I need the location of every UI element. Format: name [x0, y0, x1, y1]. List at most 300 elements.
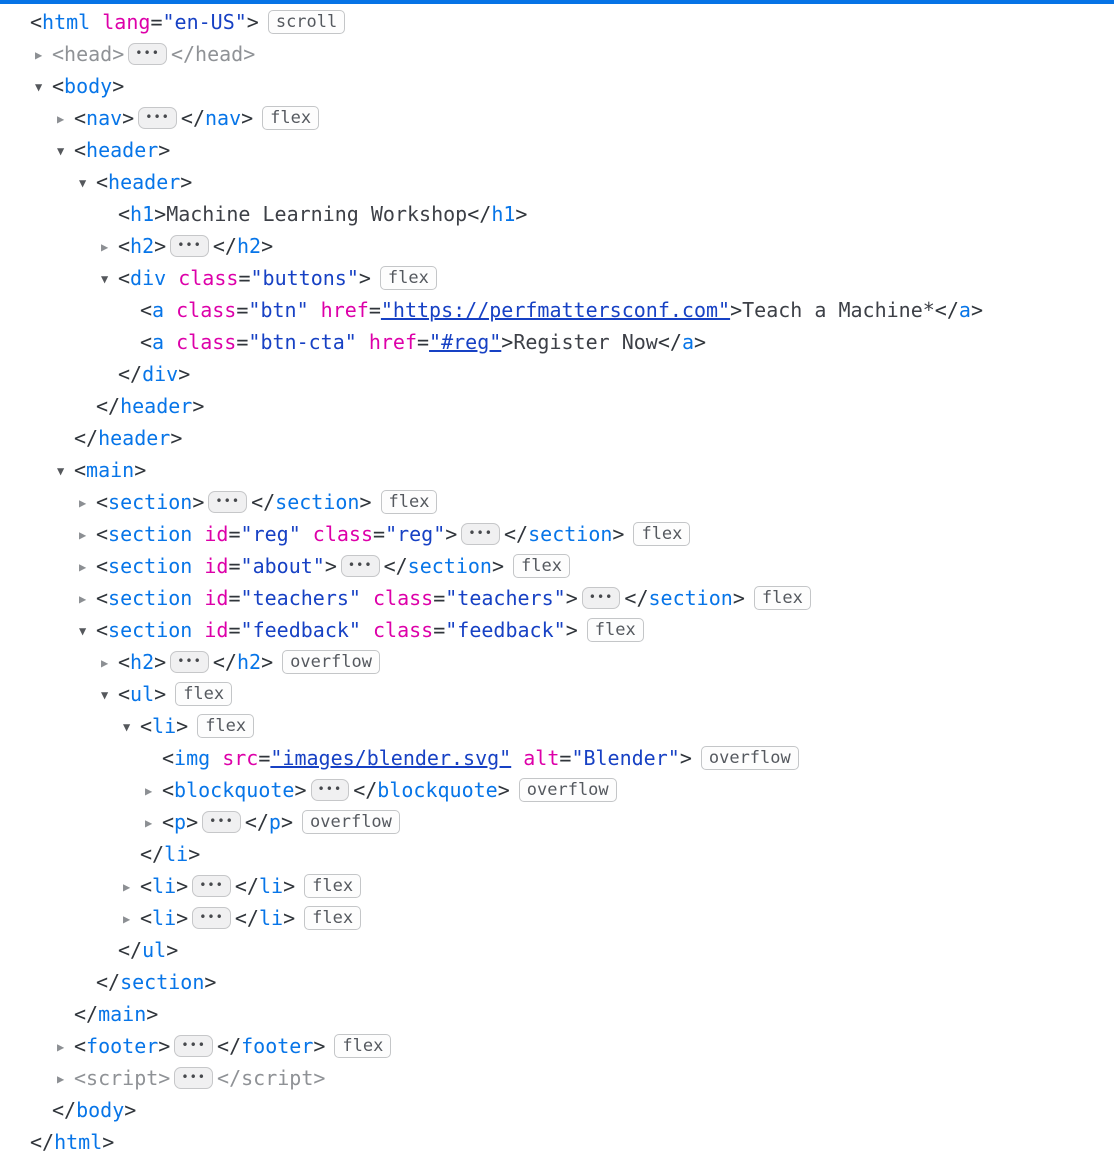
angle-bracket: </ — [383, 554, 408, 578]
open-tag-token — [96, 618, 578, 642]
dom-tree-row[interactable] — [0, 134, 1114, 166]
text-node: Teach a Machine* — [742, 298, 935, 322]
angle-bracket: > — [515, 202, 528, 226]
close-tag-token — [245, 810, 293, 834]
tag-name: img — [174, 746, 211, 770]
overflow-badge[interactable]: overflow — [302, 810, 400, 834]
collapsed-content-ellipsis-button[interactable]: ••• — [192, 907, 231, 929]
tag-name: a — [152, 330, 165, 354]
angle-bracket: > — [178, 362, 191, 386]
dom-tree-row[interactable] — [0, 1030, 1114, 1062]
dom-tree-row[interactable] — [0, 262, 1114, 294]
attribute-name: class — [178, 266, 239, 290]
flex-badge[interactable]: flex — [175, 682, 232, 706]
angle-bracket: < — [140, 714, 153, 738]
dom-tree-row[interactable] — [0, 294, 1114, 326]
dom-tree-row[interactable] — [0, 646, 1114, 678]
tag-name: li — [152, 714, 177, 738]
collapsed-content-ellipsis-button[interactable]: ••• — [174, 1067, 213, 1089]
angle-bracket: < — [118, 682, 131, 706]
arrow-spacer — [101, 213, 118, 215]
angle-bracket: > — [154, 682, 167, 706]
dom-tree-row[interactable] — [0, 774, 1114, 806]
angle-bracket: </ — [30, 1130, 55, 1154]
overflow-badge[interactable]: overflow — [701, 746, 799, 770]
expand-arrow-icon[interactable]: ▶ — [145, 784, 153, 798]
dom-tree-row[interactable] — [0, 1062, 1114, 1094]
tag-name: head — [64, 42, 113, 66]
angle-bracket: </ — [467, 202, 492, 226]
tag-name: section — [108, 522, 193, 546]
expand-arrow-icon[interactable]: ▶ — [123, 880, 131, 894]
angle-bracket: > — [180, 170, 193, 194]
collapsed-content-ellipsis-button[interactable]: ••• — [170, 651, 209, 673]
angle-bracket: </ — [217, 1066, 242, 1090]
open-tag-token — [140, 298, 742, 322]
expand-arrow-icon[interactable]: ▶ — [35, 48, 43, 62]
collapse-arrow-icon[interactable]: ▼ — [57, 144, 65, 158]
angle-bracket: < — [118, 234, 131, 258]
attribute-name: href — [320, 298, 369, 322]
attr-space — [166, 266, 178, 290]
collapse-arrow-icon[interactable]: ▼ — [101, 272, 109, 286]
angle-bracket: </ — [251, 490, 276, 514]
attr-space — [301, 522, 313, 546]
angle-bracket: < — [74, 458, 87, 482]
close-tag-token — [74, 426, 182, 450]
angle-bracket: > — [112, 42, 125, 66]
tag-name: header — [98, 426, 171, 450]
attr-space — [309, 298, 321, 322]
angle-bracket: > — [565, 586, 578, 610]
close-tag-token — [467, 202, 527, 226]
equals-sign: = — [433, 618, 446, 642]
attribute-name: lang — [102, 10, 151, 34]
arrow-spacer — [123, 341, 140, 343]
angle-bracket: > — [246, 10, 259, 34]
attr-space — [361, 618, 373, 642]
angle-bracket: > — [158, 1066, 171, 1090]
collapsed-content-ellipsis-button[interactable]: ••• — [174, 1035, 213, 1057]
arrow-spacer — [35, 1109, 52, 1111]
angle-bracket: > — [730, 298, 743, 322]
tag-name: header — [86, 138, 159, 162]
angle-bracket: </ — [180, 106, 205, 130]
tag-name: section — [108, 490, 193, 514]
tag-name: li — [258, 874, 284, 898]
dom-tree-row[interactable] — [0, 166, 1114, 198]
angle-bracket: < — [162, 810, 175, 834]
equals-sign: = — [373, 522, 386, 546]
tag-name: main — [98, 1002, 147, 1026]
expand-arrow-icon[interactable]: ▶ — [145, 816, 153, 830]
dom-tree-row[interactable] — [0, 870, 1114, 902]
dom-tree-row[interactable] — [0, 38, 1114, 70]
arrow-spacer — [13, 1141, 30, 1143]
tag-name: head — [195, 42, 244, 66]
attr-space — [192, 586, 204, 610]
angle-bracket: </ — [657, 330, 682, 354]
angle-bracket: </ — [504, 522, 529, 546]
dom-tree-row[interactable] — [0, 358, 1114, 390]
tag-name: h1 — [130, 202, 155, 226]
tag-name: p — [174, 810, 187, 834]
tag-name: body — [64, 74, 113, 98]
tag-name: script — [86, 1066, 159, 1090]
dom-tree-row[interactable] — [0, 550, 1114, 582]
tag-name: a — [958, 298, 971, 322]
attribute-name: class — [176, 298, 237, 322]
open-tag-token — [96, 554, 337, 578]
angle-bracket: > — [313, 1034, 326, 1058]
angle-bracket: < — [118, 202, 131, 226]
close-tag-token — [935, 298, 983, 322]
tag-name: div — [130, 266, 167, 290]
open-tag-token — [140, 906, 188, 930]
attribute-value: "reg" — [385, 522, 446, 546]
equals-sign: = — [433, 586, 446, 610]
flex-badge[interactable]: flex — [754, 586, 811, 610]
tag-name: h2 — [130, 650, 155, 674]
close-tag-token — [52, 1098, 136, 1122]
attribute-value: "btn" — [248, 298, 309, 322]
attr-space — [192, 522, 204, 546]
collapsed-content-ellipsis-button[interactable]: ••• — [208, 491, 247, 513]
collapsed-content-ellipsis-button[interactable]: ••• — [311, 779, 350, 801]
angle-bracket: > — [192, 490, 205, 514]
collapse-arrow-icon[interactable]: ▼ — [79, 624, 87, 638]
angle-bracket: > — [154, 202, 167, 226]
dom-tree-row[interactable] — [0, 902, 1114, 934]
attribute-value: "btn-cta" — [248, 330, 357, 354]
angle-bracket: < — [30, 10, 43, 34]
collapse-arrow-icon[interactable]: ▼ — [57, 464, 65, 478]
close-tag-token — [30, 1130, 114, 1154]
angle-bracket: < — [74, 1034, 87, 1058]
tag-name: blockquote — [377, 778, 498, 802]
collapsed-content-ellipsis-button[interactable]: ••• — [192, 875, 231, 897]
attribute-name: id — [204, 522, 229, 546]
tag-name: header — [108, 170, 181, 194]
angle-bracket: > — [445, 522, 458, 546]
flex-badge[interactable]: flex — [304, 874, 361, 898]
close-tag-token — [96, 970, 216, 994]
close-tag-token — [384, 554, 504, 578]
flex-badge[interactable]: flex — [262, 106, 319, 130]
tag-name: h1 — [491, 202, 516, 226]
dom-tree-row[interactable] — [0, 678, 1114, 710]
dom-tree-row[interactable] — [0, 614, 1114, 646]
expand-arrow-icon[interactable]: ▶ — [101, 656, 109, 670]
tag-name: section — [120, 970, 205, 994]
attribute-value-link[interactable]: "#reg" — [429, 330, 502, 354]
flex-badge[interactable]: flex — [304, 906, 361, 930]
attribute-value: "teachers" — [445, 586, 566, 610]
open-tag-token — [118, 234, 166, 258]
attribute-value: "feedback" — [240, 618, 361, 642]
tag-name: section — [108, 586, 193, 610]
angle-bracket: > — [970, 298, 983, 322]
angle-bracket: < — [96, 586, 109, 610]
open-tag-token — [52, 42, 124, 66]
attribute-name: alt — [523, 746, 560, 770]
angle-bracket: > — [176, 874, 189, 898]
tag-name: header — [120, 394, 193, 418]
attribute-name: class — [373, 618, 434, 642]
collapse-arrow-icon[interactable]: ▼ — [35, 80, 43, 94]
attribute-name: id — [204, 554, 229, 578]
collapsed-content-ellipsis-button[interactable]: ••• — [170, 235, 209, 257]
attribute-value-link[interactable]: "https://perfmattersconf.com" — [380, 298, 731, 322]
open-tag-token — [162, 810, 198, 834]
angle-bracket: </ — [96, 970, 121, 994]
expand-arrow-icon[interactable]: ▶ — [79, 560, 87, 574]
open-tag-token — [140, 874, 188, 898]
angle-bracket: </ — [74, 1002, 99, 1026]
collapsed-content-ellipsis-button[interactable]: ••• — [138, 107, 177, 129]
dom-tree-row[interactable] — [0, 230, 1114, 262]
equals-sign: = — [236, 298, 249, 322]
tag-name: a — [681, 330, 694, 354]
attribute-value: "Blender" — [571, 746, 680, 770]
tag-name: h2 — [130, 234, 155, 258]
close-tag-token — [118, 938, 178, 962]
angle-bracket: > — [176, 714, 189, 738]
expand-arrow-icon[interactable]: ▶ — [79, 528, 87, 542]
angle-bracket: < — [140, 874, 153, 898]
collapse-arrow-icon[interactable]: ▼ — [123, 720, 131, 734]
angle-bracket: < — [52, 74, 65, 98]
angle-bracket: > — [158, 138, 171, 162]
expand-arrow-icon[interactable]: ▶ — [57, 1040, 65, 1054]
text-node: Machine Learning Workshop — [166, 202, 468, 226]
angle-bracket: < — [140, 298, 153, 322]
tag-name: div — [142, 362, 179, 386]
angle-bracket: > — [134, 458, 147, 482]
close-tag-token — [213, 650, 273, 674]
expand-arrow-icon[interactable]: ▶ — [123, 912, 131, 926]
open-tag-token — [96, 586, 578, 610]
flex-badge[interactable]: flex — [513, 554, 570, 578]
flex-badge[interactable]: flex — [587, 618, 644, 642]
dom-tree-row[interactable] — [0, 582, 1114, 614]
attr-space — [357, 330, 369, 354]
angle-bracket: </ — [212, 650, 237, 674]
angle-bracket: > — [313, 1066, 326, 1090]
attr-space — [164, 298, 176, 322]
dom-tree-row[interactable] — [0, 454, 1114, 486]
tag-name: nav — [86, 106, 123, 130]
attr-space — [511, 746, 523, 770]
equals-sign: = — [228, 554, 241, 578]
attribute-name: src — [222, 746, 259, 770]
expand-arrow-icon[interactable]: ▶ — [101, 240, 109, 254]
close-tag-token — [181, 106, 253, 130]
angle-bracket: </ — [234, 874, 259, 898]
angle-bracket: < — [74, 106, 87, 130]
angle-bracket: > — [261, 234, 274, 258]
close-tag-token — [171, 42, 255, 66]
expand-arrow-icon[interactable]: ▶ — [57, 112, 65, 126]
close-tag-token — [118, 362, 190, 386]
angle-bracket: > — [359, 490, 372, 514]
flex-badge[interactable]: flex — [633, 522, 690, 546]
dom-tree-row[interactable] — [0, 422, 1114, 454]
tag-name: blockquote — [174, 778, 295, 802]
angle-bracket: > — [612, 522, 625, 546]
angle-bracket: > — [170, 426, 183, 450]
open-tag-token — [140, 714, 188, 738]
dom-tree-row[interactable] — [0, 1094, 1114, 1126]
tag-name: h2 — [236, 650, 262, 674]
dom-tree-row[interactable] — [0, 6, 1114, 38]
dom-tree-row[interactable] — [0, 998, 1114, 1030]
close-tag-token — [96, 394, 204, 418]
open-tag-token — [118, 202, 166, 226]
tag-name: main — [86, 458, 135, 482]
dom-tree-row[interactable] — [0, 326, 1114, 358]
collapsed-content-ellipsis-button[interactable]: ••• — [202, 811, 241, 833]
angle-bracket: > — [186, 810, 199, 834]
attribute-value: "teachers" — [240, 586, 361, 610]
dom-tree-row[interactable] — [0, 518, 1114, 550]
angle-bracket: </ — [624, 586, 649, 610]
angle-bracket: > — [491, 554, 504, 578]
angle-bracket: < — [96, 522, 109, 546]
attr-space — [164, 330, 176, 354]
open-tag-token — [118, 650, 166, 674]
tag-name: a — [152, 298, 165, 322]
angle-bracket: < — [118, 650, 131, 674]
equals-sign: = — [228, 618, 241, 642]
angle-bracket: > — [565, 618, 578, 642]
equals-sign: = — [228, 522, 241, 546]
tag-name: ul — [142, 938, 167, 962]
equals-sign: = — [368, 298, 381, 322]
open-tag-token — [74, 1066, 170, 1090]
close-tag-token — [217, 1066, 325, 1090]
angle-bracket: > — [124, 1098, 137, 1122]
collapsed-content-ellipsis-button[interactable]: ••• — [128, 43, 167, 65]
open-tag-token — [96, 170, 192, 194]
angle-bracket: < — [162, 746, 175, 770]
angle-bracket: < — [140, 906, 153, 930]
collapsed-content-ellipsis-button[interactable]: ••• — [341, 555, 380, 577]
attribute-value-link[interactable]: "images/blender.svg" — [270, 746, 512, 770]
arrow-spacer — [79, 405, 96, 407]
close-tag-token — [235, 906, 295, 930]
equals-sign: = — [258, 746, 271, 770]
dom-tree-row[interactable] — [0, 966, 1114, 998]
angle-bracket: > — [192, 394, 205, 418]
tag-name: ul — [130, 682, 155, 706]
angle-bracket: </ — [170, 42, 196, 66]
dom-tree-row[interactable] — [0, 486, 1114, 518]
overflow-badge[interactable]: overflow — [519, 778, 617, 802]
close-tag-token — [504, 522, 624, 546]
close-tag-token — [658, 330, 706, 354]
expand-arrow-icon[interactable]: ▶ — [79, 592, 87, 606]
dom-tree-row[interactable] — [0, 102, 1114, 134]
equals-sign: = — [228, 586, 241, 610]
open-tag-token — [96, 490, 204, 514]
angle-bracket: > — [358, 266, 371, 290]
angle-bracket: > — [497, 778, 510, 802]
dom-tree-row[interactable] — [0, 742, 1114, 774]
attr-space — [192, 618, 204, 642]
tag-name: li — [152, 874, 177, 898]
collapsed-content-ellipsis-button[interactable]: ••• — [461, 523, 500, 545]
equals-sign: = — [236, 330, 249, 354]
dom-tree-row[interactable] — [0, 838, 1114, 870]
open-tag-token — [162, 746, 692, 770]
attribute-value: "en-US" — [162, 10, 247, 34]
open-tag-token — [118, 266, 371, 290]
attr-space — [361, 586, 373, 610]
collapsed-content-ellipsis-button[interactable]: ••• — [582, 587, 621, 609]
dom-tree-row[interactable] — [0, 1126, 1114, 1158]
angle-bracket: </ — [118, 362, 143, 386]
dom-tree-row[interactable] — [0, 198, 1114, 230]
attribute-name: id — [204, 586, 229, 610]
overflow-badge[interactable]: overflow — [282, 650, 380, 674]
equals-sign: = — [559, 746, 572, 770]
collapse-arrow-icon[interactable]: ▼ — [79, 176, 87, 190]
dom-tree-row[interactable] — [0, 390, 1114, 422]
angle-bracket: < — [118, 266, 131, 290]
angle-bracket: > — [243, 42, 256, 66]
tag-name: li — [164, 842, 189, 866]
tag-name: html — [42, 10, 91, 34]
close-tag-token — [235, 874, 295, 898]
angle-bracket: > — [501, 330, 514, 354]
open-tag-token — [74, 106, 134, 130]
open-tag-token — [140, 330, 513, 354]
tag-name: li — [152, 906, 177, 930]
arrow-spacer — [101, 949, 118, 951]
collapse-arrow-icon[interactable]: ▼ — [101, 688, 109, 702]
expand-arrow-icon[interactable]: ▶ — [57, 1072, 65, 1086]
angle-bracket: </ — [234, 906, 259, 930]
dom-tree-row[interactable] — [0, 70, 1114, 102]
dom-tree-row[interactable] — [0, 934, 1114, 966]
tag-name: li — [258, 906, 284, 930]
open-tag-token — [162, 778, 307, 802]
flex-badge[interactable]: flex — [380, 266, 437, 290]
equals-sign: = — [238, 266, 251, 290]
expand-arrow-icon[interactable]: ▶ — [79, 496, 87, 510]
arrow-spacer — [57, 1013, 74, 1015]
tag-name: section — [275, 490, 360, 514]
angle-bracket: > — [280, 810, 294, 834]
angle-bracket: > — [204, 970, 217, 994]
angle-bracket: > — [679, 746, 692, 770]
dom-tree-row[interactable] — [0, 710, 1114, 742]
attribute-value: "feedback" — [445, 618, 566, 642]
open-tag-token — [118, 682, 166, 706]
tag-name: nav — [205, 106, 242, 130]
tag-name: p — [268, 810, 281, 834]
close-tag-token — [213, 234, 273, 258]
flex-badge[interactable]: flex — [381, 490, 438, 514]
flex-badge[interactable]: flex — [197, 714, 254, 738]
flex-badge[interactable]: flex — [334, 1034, 391, 1058]
angle-bracket: </ — [217, 1034, 242, 1058]
dom-tree-row[interactable] — [0, 806, 1114, 838]
attr-space — [210, 746, 222, 770]
angle-bracket: </ — [96, 394, 121, 418]
scroll-badge[interactable]: scroll — [268, 10, 345, 34]
